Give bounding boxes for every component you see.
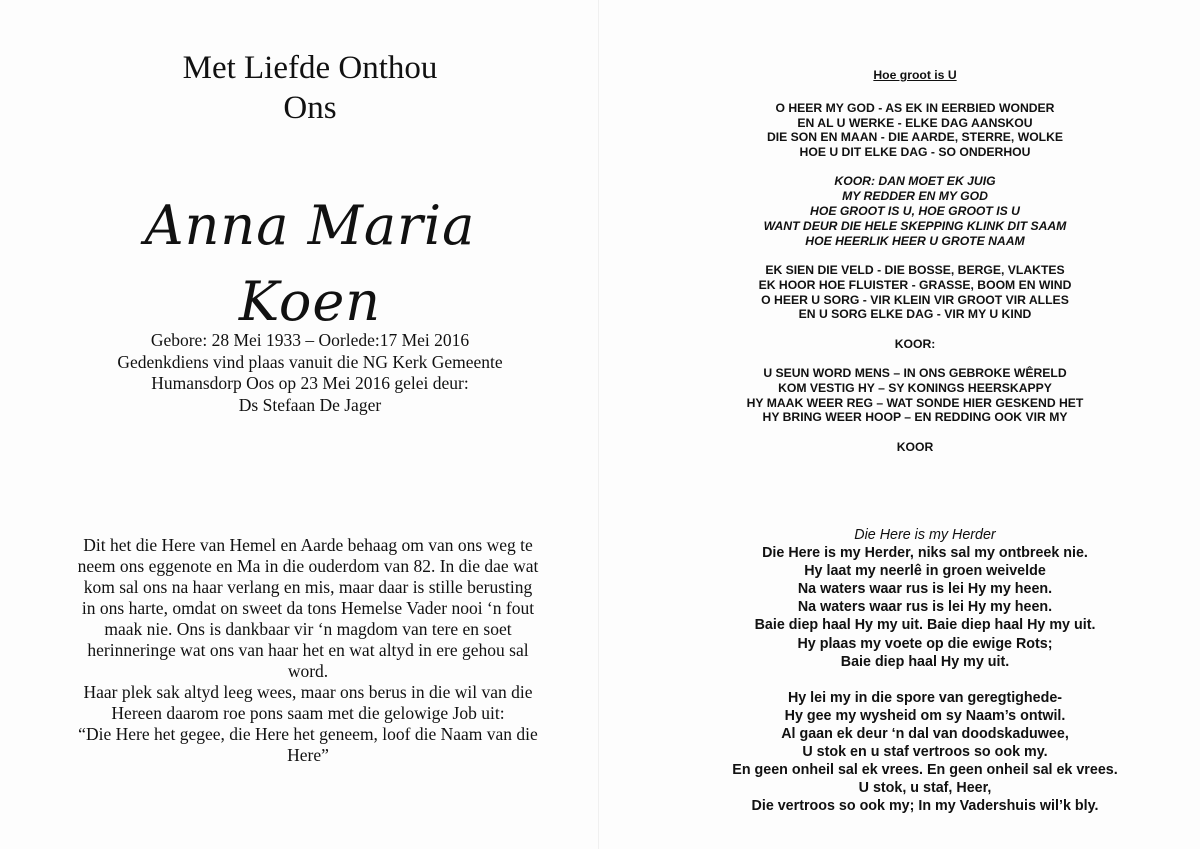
text-line: kom sal ons na haar verlang en mis, maar daar is stille berusting <box>83 577 533 597</box>
lyric-line: Hy plaas my voete op die ewige Rots; <box>797 635 1053 652</box>
lyric-line: HY MAAK WEER REG – WAT SONDE HIER GESKEND HET <box>746 395 1084 410</box>
lyric-line: HOE GROOT IS U, HOE GROOT IS U <box>810 204 1020 219</box>
detail-line: Gebore: 28 Mei 1933 – Oorlede:17 Mei 2016 <box>150 330 470 350</box>
detail-line: Gedenkdiens vind plaas vanuit die NG Kerk Gemeente <box>117 351 503 372</box>
stanza <box>705 101 1125 160</box>
page-fold <box>598 0 599 849</box>
lyric-line: Al gaan ek deur ‘n dal van doodskaduwee, <box>781 725 1069 742</box>
lyric-line: WANT DEUR DIE HELE SKEPPING KLINK DIT SAAM <box>763 218 1067 233</box>
hymn-hoe-groot-is-u <box>705 68 1125 469</box>
heading-line: Met Liefde Onthou <box>182 50 438 86</box>
text-line: “Die Here het gegee, die Here het geneem, loof die Naam van die <box>78 724 538 744</box>
lyric-line: Hy gee my wysheid om sy Naam’s ontwil. <box>784 707 1066 724</box>
lyric-line: EN AL U WERKE - ELKE DAG AANSKOU <box>797 115 1033 130</box>
text-line: word. <box>287 661 329 681</box>
lyric-line: HOE U DIT ELKE DAG - SO ONDERHOU <box>799 145 1031 160</box>
lyric-line: O HEER MY GOD - AS EK IN EERBIED WONDER <box>775 100 1055 115</box>
text-line: Here” <box>287 745 329 765</box>
text-line: maak nie. Ons is dankbaar vir ‘n magdom van tere en soet <box>104 619 512 639</box>
surname: Koen <box>238 270 382 333</box>
hymn-title: Hoe groot is U <box>873 68 957 82</box>
detail-line: Humansdorp Oos op 23 Mei 2016 gelei deur: <box>151 373 469 393</box>
lyric-line: KOM VESTIG HY – SY KONINGS HEERSKAPPY <box>778 380 1052 395</box>
stanza <box>705 174 1125 248</box>
stanza <box>700 544 1150 671</box>
first-names: Anna Maria <box>144 194 476 257</box>
lyric-line: U stok, u staf, Heer, <box>858 780 992 797</box>
lyric-line: KOOR: <box>894 336 936 351</box>
memorial-heading <box>60 48 560 128</box>
text-line: Hereen daarom roe pons saam met die gelowige Job uit: <box>111 703 505 723</box>
lyric-line: EK SIEN DIE VELD - DIE BOSSE, BERGE, VLAKTES <box>765 262 1065 277</box>
lyric-line: Baie diep haal Hy my uit. <box>840 653 1010 670</box>
lyric-line: HOE HEERLIK HEER U GROTE NAAM <box>805 233 1025 248</box>
lyric-line: Baie diep haal Hy my uit. Baie diep haal Hy my uit. <box>754 617 1096 634</box>
lyric-line: HY BRING WEER HOOP – EN REDDING OOK VIR MY <box>762 410 1068 425</box>
stanza <box>705 337 1125 352</box>
lyric-line: KOOR <box>896 439 934 454</box>
stanza <box>700 689 1150 816</box>
lyric-line: U stok en u staf vertroos so ook my. <box>802 744 1048 761</box>
lyric-line: Hy laat my neerlê in groen weivelde <box>804 563 1046 580</box>
hymn-die-here-is-my-herder <box>700 526 1150 815</box>
deceased-name <box>60 188 560 340</box>
lyric-line: Hy lei my in die spore van geregtighede- <box>787 689 1063 706</box>
heading-line: Ons <box>283 90 337 126</box>
lyric-line: En geen onheil sal ek vrees. En geen onheil sal ek vrees. <box>732 762 1118 779</box>
lyric-line: U SEUN WORD MENS – IN ONS GEBROKE WÊRELD <box>763 365 1067 380</box>
lyric-line: Na waters waar rus is lei Hy my heen. <box>797 581 1053 598</box>
text-line: Haar plek sak altyd leeg wees, maar ons berus in die wil van die <box>83 682 533 702</box>
lyric-line: EN U SORG ELKE DAG - VIR MY U KIND <box>798 307 1032 322</box>
lyric-line: EK HOOR HOE FLUISTER - GRASSE, BOOM EN WIND <box>758 277 1072 292</box>
detail-line: Ds Stefaan De Jager <box>238 394 382 415</box>
stanza <box>705 366 1125 425</box>
text-line: neem ons eggenote en Ma in die ouderdom van 82. In die dae wat <box>77 556 539 576</box>
service-details <box>40 330 580 416</box>
lyric-line: Na waters waar rus is lei Hy my heen. <box>797 599 1053 616</box>
text-line: in ons harte, omdat on sweet da tons Hemelse Vader nooi ‘n fout <box>81 598 535 618</box>
lyric-line: MY REDDER EN MY GOD <box>842 189 988 204</box>
tribute-text <box>18 535 598 766</box>
text-line: herinneringe wat ons van haar het en wat altyd in ere gehou sal <box>87 640 529 660</box>
lyric-line: Die vertroos so ook my; In my Vadershuis wil’k bly. <box>751 798 1099 815</box>
text-line: Dit het die Here van Hemel en Aarde behaag om van ons weg te <box>83 535 533 555</box>
lyric-line: DIE SON EN MAAN - DIE AARDE, STERRE, WOLKE <box>766 130 1064 145</box>
lyric-line: KOOR: DAN MOET EK JUIG <box>834 174 996 189</box>
stanza <box>705 440 1125 455</box>
stanza <box>705 263 1125 322</box>
lyric-line: O HEER U SORG - VIR KLEIN VIR GROOT VIR ALLES <box>761 292 1069 307</box>
hymn-title: Die Here is my Herder <box>854 527 996 543</box>
lyric-line: Die Here is my Herder, niks sal my ontbreek nie. <box>762 545 1088 562</box>
